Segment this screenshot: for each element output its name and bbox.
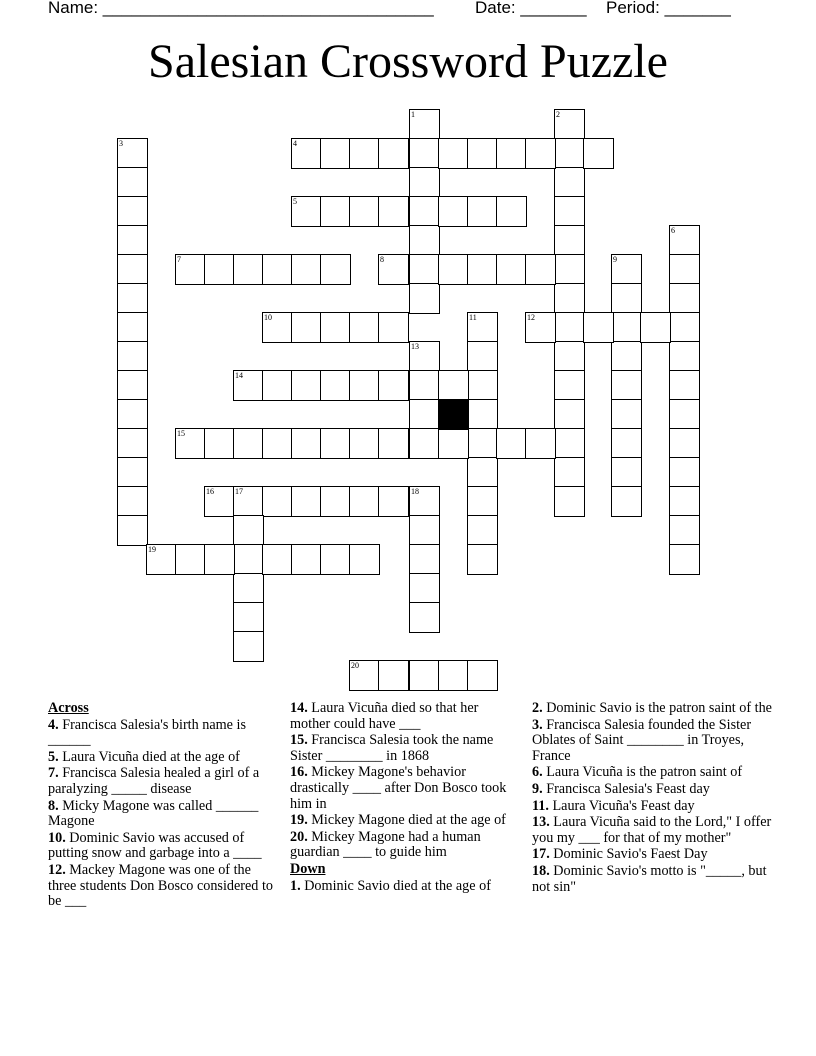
clue-across-7: 7. Francisca Salesia healed a girl of a paralyzing _____ disease [48, 765, 260, 797]
crossword-cell[interactable] [525, 312, 556, 343]
crossword-cell[interactable] [496, 428, 527, 459]
crossword-cell[interactable] [611, 399, 642, 430]
crossword-cell[interactable] [467, 254, 498, 285]
crossword-cell[interactable] [409, 515, 440, 546]
crossword-cell[interactable] [320, 196, 351, 227]
clue-number: 7 [177, 255, 181, 264]
crossword-cell[interactable] [175, 428, 206, 459]
crossword-cell[interactable] [320, 312, 351, 343]
crossword-cell[interactable] [409, 225, 440, 256]
crossword-cell[interactable] [611, 254, 642, 285]
crossword-cell[interactable] [554, 254, 585, 285]
crossword-cell[interactable] [291, 428, 322, 459]
clue-number: 9 [613, 255, 617, 264]
crossword-cell[interactable] [204, 254, 235, 285]
crossword-cell[interactable] [409, 660, 440, 691]
crossword-cell[interactable] [669, 225, 700, 256]
clue-across-12: 12. Mackey Magone was one of the three students Don Bosco considered to be ___ [48, 861, 273, 910]
crossword-cell[interactable] [378, 312, 409, 343]
crossword-cell[interactable] [554, 486, 585, 517]
crossword-cell[interactable] [291, 196, 322, 227]
crossword-cell[interactable] [233, 254, 264, 285]
crossword-cell[interactable] [117, 167, 148, 198]
crossword-cell[interactable] [262, 254, 293, 285]
clues-column-2 [290, 701, 518, 895]
crossword-cell[interactable] [438, 138, 469, 169]
crossword-cell[interactable] [669, 428, 700, 459]
clue-number: 16 [206, 487, 214, 496]
name-field[interactable]: Name: ___________________________________ [48, 0, 434, 17]
crossword-cell[interactable] [349, 370, 380, 401]
crossword-cell[interactable] [233, 573, 264, 604]
crossword-cell[interactable] [117, 486, 148, 517]
clue-number: 3 [119, 139, 123, 148]
crossword-cell[interactable] [467, 312, 498, 343]
crossword-cell[interactable] [554, 196, 585, 227]
crossword-cell[interactable] [378, 660, 409, 691]
crossword-cell[interactable] [320, 486, 351, 517]
crossword-cell[interactable] [611, 312, 642, 343]
crossword-cell[interactable] [496, 138, 527, 169]
clues-column-1 [48, 701, 276, 911]
crossword-cell[interactable] [611, 457, 642, 488]
crossword-cell[interactable] [554, 283, 585, 314]
crossword-cell[interactable] [378, 196, 409, 227]
crossword-cell[interactable] [554, 370, 585, 401]
crossword-cell[interactable] [262, 428, 293, 459]
crossword-cell[interactable] [554, 457, 585, 488]
crossword-cell[interactable] [496, 254, 527, 285]
crossword-cell[interactable] [320, 544, 351, 575]
crossword-cell[interactable] [349, 660, 380, 691]
crossword-cell[interactable] [583, 312, 614, 343]
crossword-cell[interactable] [669, 457, 700, 488]
crossword-cell[interactable] [262, 486, 293, 517]
crossword-cell[interactable] [262, 370, 293, 401]
crossword-cell[interactable] [378, 370, 409, 401]
clues-column-3 [532, 701, 772, 896]
clue-across-10: 10. Dominic Savio was accused of putting snow and garbage into a ____ [48, 829, 262, 862]
clue-across-14: 14. Laura Vicuña died so that her mother could have ___ [290, 700, 479, 732]
crossword-cell[interactable] [409, 602, 440, 633]
clue-down-1: 1. Dominic Savio died at the age of [290, 877, 491, 894]
clue-number: 15 [177, 429, 185, 438]
page-title: Salesian Crossword Puzzle [148, 35, 668, 88]
clue-down-11: 11. Laura Vicuña's Feast day [532, 797, 695, 814]
crossword-cell[interactable] [467, 457, 498, 488]
crossword-cell[interactable] [611, 283, 642, 314]
clue-number: 10 [264, 313, 272, 322]
crossword-cell[interactable] [525, 138, 556, 169]
crossword-cell[interactable] [117, 283, 148, 314]
clue-number: 4 [293, 139, 297, 148]
crossword-cell[interactable] [669, 254, 700, 285]
clue-number: 2 [556, 110, 560, 119]
crossword-cell[interactable] [467, 486, 498, 517]
crossword-cell[interactable] [117, 399, 148, 430]
crossword-cell[interactable] [467, 341, 498, 372]
period-field[interactable]: Period: _______ [606, 0, 731, 17]
crossword-cell[interactable] [117, 341, 148, 372]
crossword-cell[interactable] [467, 515, 498, 546]
crossword-cell[interactable] [409, 254, 440, 285]
crossword-cell[interactable] [611, 428, 642, 459]
clue-across-8: 8. Micky Magone was called ______ Magone [48, 797, 259, 830]
clue-number: 17 [235, 487, 243, 496]
date-field[interactable]: Date: _______ [475, 0, 587, 17]
crossword-cell[interactable] [117, 312, 148, 343]
clue-down-6: 6. Laura Vicuña is the patron saint of [532, 764, 743, 781]
crossword-cell[interactable] [117, 225, 148, 256]
clue-number: 12 [527, 313, 535, 322]
crossword-cell[interactable] [409, 370, 440, 401]
clue-down-17: 17. Dominic Savio's Faest Day [532, 846, 708, 863]
crossword-cell[interactable] [409, 428, 440, 459]
crossword-cell[interactable] [525, 428, 556, 459]
crossword-cell[interactable] [117, 254, 148, 285]
clue-across-20: 20. Mickey Magone had a human guardian ____ to guide him [290, 828, 481, 861]
clue-across-4: 4. Francisca Salesia's birth name is ______ [48, 716, 246, 749]
clue-across-19: 19. Mickey Magone died at the age of [290, 812, 506, 829]
crossword-cell[interactable] [233, 602, 264, 633]
crossword-cell[interactable] [438, 254, 469, 285]
crossword-cell[interactable] [349, 196, 380, 227]
clue-down-2: 2. Dominic Savio is the patron saint of the [532, 700, 772, 716]
crossword-cell[interactable] [554, 167, 585, 198]
crossword-cell[interactable] [640, 312, 671, 343]
crossword-cell[interactable] [669, 370, 700, 401]
crossword-cell[interactable] [233, 544, 264, 575]
crossword-cell[interactable] [409, 196, 440, 227]
crossword-cell[interactable] [467, 138, 498, 169]
crossword-cell[interactable] [467, 370, 498, 401]
clue-across-5: 5. Laura Vicuña died at the age of [48, 748, 240, 765]
clue-number: 20 [351, 661, 359, 670]
across-heading: Across [48, 700, 89, 716]
crossword-cell[interactable] [669, 544, 700, 575]
crossword-cell[interactable] [669, 515, 700, 546]
crossword-cell[interactable] [409, 399, 440, 430]
crossword-cell[interactable] [611, 341, 642, 372]
crossword-cell[interactable] [611, 370, 642, 401]
clue-down-3: 3. Francisca Salesia founded the Sister Oblates of Saint ________ in Troyes, France [532, 716, 752, 764]
clue-number: 1 [411, 110, 415, 119]
clue-across-15: 15. Francisca Salesia took the name Sister ________ in 1868 [290, 732, 494, 764]
crossword-cell[interactable] [117, 196, 148, 227]
crossword-cell[interactable] [146, 544, 177, 575]
crossword-cell[interactable] [378, 254, 409, 285]
crossword-cell[interactable] [175, 544, 206, 575]
crossword-cell[interactable] [409, 283, 440, 314]
crossword-cell[interactable] [669, 312, 700, 343]
crossword-cell[interactable] [320, 370, 351, 401]
down-heading: Down [290, 860, 326, 877]
crossword-cell[interactable] [409, 341, 440, 372]
crossword-cell[interactable] [117, 370, 148, 401]
crossword-cell[interactable] [467, 196, 498, 227]
crossword-cell[interactable] [349, 486, 380, 517]
crossword-cell[interactable] [409, 138, 440, 169]
crossword-cell[interactable] [204, 428, 235, 459]
clue-number: 13 [411, 342, 419, 351]
crossword-cell[interactable] [583, 138, 614, 169]
clue-number: 8 [380, 255, 384, 264]
crossword-cell[interactable] [409, 167, 440, 198]
crossword-cell[interactable] [554, 399, 585, 430]
crossword-cell[interactable] [349, 544, 380, 575]
crossword-cell[interactable] [320, 138, 351, 169]
crossword-cell[interactable] [438, 660, 469, 691]
crossword-cell[interactable] [117, 138, 148, 169]
crossword-cell[interactable] [554, 312, 585, 343]
crossword-cell[interactable] [349, 312, 380, 343]
crossword-cell[interactable] [438, 370, 469, 401]
crossword-cell[interactable] [467, 399, 498, 430]
crossword-cell[interactable] [175, 254, 206, 285]
crossword-cell[interactable] [554, 428, 585, 459]
crossword-cell[interactable] [349, 138, 380, 169]
clue-down-18: 18. Dominic Savio's motto is "_____, but not sin" [532, 862, 767, 895]
crossword-cell[interactable] [669, 399, 700, 430]
clue-number: 5 [293, 197, 297, 206]
crossword-cell[interactable] [204, 544, 235, 575]
crossword-cell[interactable] [409, 573, 440, 604]
crossword-cell[interactable] [117, 428, 148, 459]
crossword-cell[interactable] [669, 283, 700, 314]
crossword-cell[interactable] [554, 341, 585, 372]
crossword-cell[interactable] [378, 138, 409, 169]
crossword-cell[interactable] [554, 109, 585, 140]
crossword-cell[interactable] [320, 254, 351, 285]
crossword-cell[interactable] [233, 370, 264, 401]
clue-number: 6 [671, 226, 675, 235]
clue-down-13: 13. Laura Vicuña said to the Lord," I offer you my ___ for that of my mother" [532, 814, 772, 846]
clue-number: 14 [235, 371, 243, 380]
clue-down-9: 9. Francisca Salesia's Feast day [532, 780, 710, 797]
crossword-cell[interactable] [669, 486, 700, 517]
crossword-cell[interactable] [438, 196, 469, 227]
crossword-cell[interactable] [291, 486, 322, 517]
crossword-cell[interactable] [349, 428, 380, 459]
crossword-cell[interactable] [467, 428, 498, 459]
crossword-cell[interactable] [233, 486, 264, 517]
crossword-cell[interactable] [409, 109, 440, 140]
crossword-cell[interactable] [378, 428, 409, 459]
clue-across-16: 16. Mickey Magone's behavior drastically ____ after Don Bosco took him in [290, 764, 507, 812]
crossword-cell[interactable] [320, 428, 351, 459]
crossword-cell[interactable] [233, 631, 264, 662]
crossword-cell[interactable] [204, 486, 235, 517]
crossword-cell[interactable] [262, 544, 293, 575]
blocked-cell [438, 399, 469, 430]
crossword-cell[interactable] [117, 515, 148, 546]
crossword-cell[interactable] [378, 486, 409, 517]
clue-number: 11 [469, 313, 477, 322]
crossword-cell[interactable] [467, 660, 498, 691]
crossword-cell[interactable] [291, 254, 322, 285]
crossword-cell[interactable] [669, 341, 700, 372]
crossword-cell[interactable] [262, 312, 293, 343]
crossword-cell[interactable] [233, 515, 264, 546]
crossword-cell[interactable] [117, 457, 148, 488]
crossword-cell[interactable] [291, 370, 322, 401]
crossword-cell[interactable] [291, 138, 322, 169]
crossword-cell[interactable] [467, 544, 498, 575]
clue-number: 18 [411, 487, 419, 496]
crossword-cell[interactable] [291, 544, 322, 575]
crossword-cell[interactable] [438, 428, 469, 459]
crossword-cell[interactable] [611, 486, 642, 517]
crossword-cell[interactable] [496, 196, 527, 227]
crossword-cell[interactable] [525, 254, 556, 285]
crossword-cell[interactable] [233, 428, 264, 459]
crossword-cell[interactable] [554, 225, 585, 256]
crossword-cell[interactable] [409, 544, 440, 575]
crossword-cell[interactable] [409, 486, 440, 517]
crossword-cell[interactable] [554, 138, 585, 169]
clue-number: 19 [148, 545, 156, 554]
crossword-cell[interactable] [291, 312, 322, 343]
